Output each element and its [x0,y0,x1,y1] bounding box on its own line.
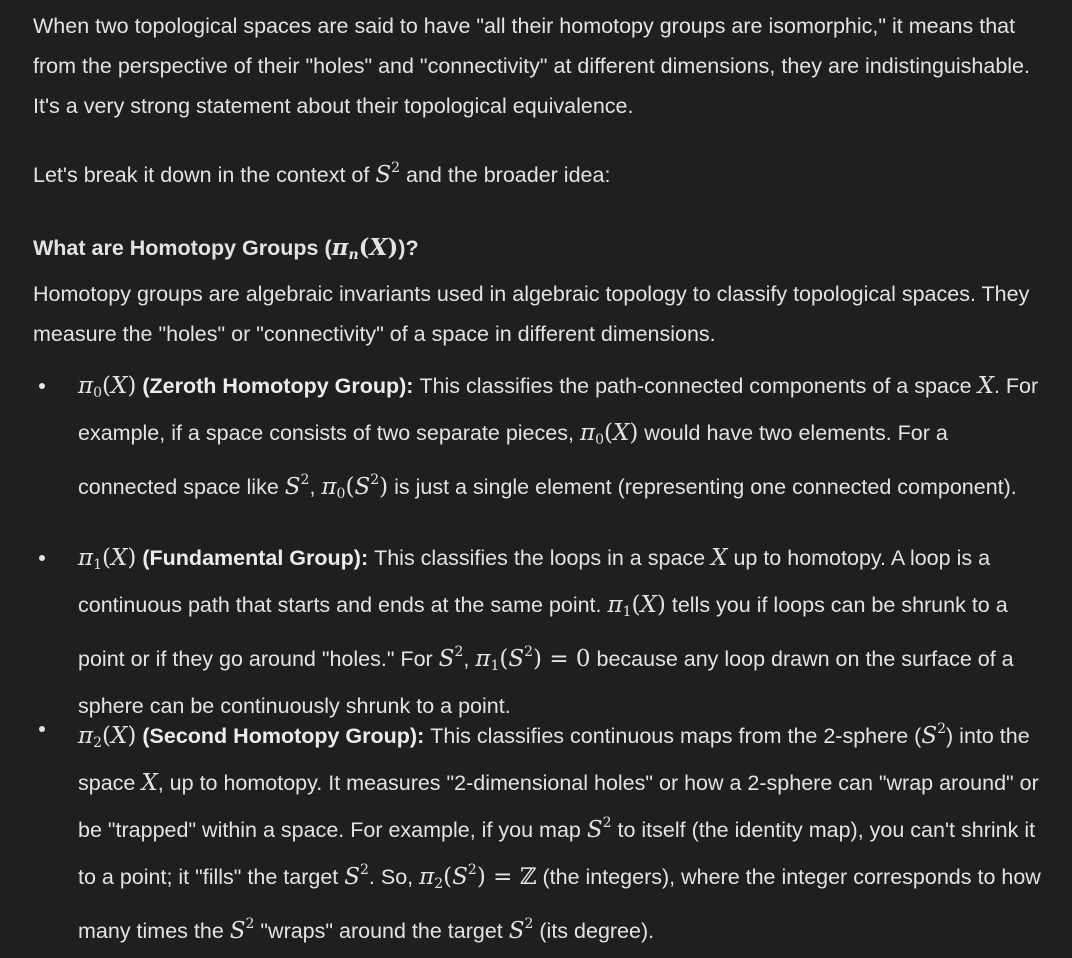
intro-paragraph: When two topological spaces are said to have "all their homotopy groups are isomorphic," it means that from the perspective of their "holes" and "connectivity" at different dimensions, they are indistinguishable. It's a very strong statement about their topological equivalence. [33,14,1030,118]
bullet-fundamental-group: π1(X) (Fundamental Group): This classifies the loops in a space X up to homotopy. A loop is a continuous path that starts and ends at the same point. π1(X) tells you if loops can be shrunk to a point or if they go around "holes." For $S^2$, $\pi 1(S^2) = 0$ because any loop drawn on the surface of a sphere can be continuously shrunk to a point. [78,545,1014,718]
section-paragraph: Homotopy groups are algebraic invariants used in algebraic topology to classify topological spaces. They measure the "holes" or "connectivity" of a space in different dimensions. [33,282,1030,346]
bullet-second-homotopy: π2(X) (Second Homotopy Group): This classifies continuous maps from the 2-sphere $(S^2)$ into the space X, up to homotopy. It measures "2-dimensional holes" or how a 2-sphere can "wrap around" or be "trapped" within a space. For example, if you map $S^2$ to itself (the identity map), you can't shrink it to a point; it "fills" the target $S^2$. So, $\pi 2(S^2)$ = ℤ (the integers), where the integer corresponds to how many times the $S^2$ "wraps" around the target $S^2$ (its degree). [78,721,1041,944]
intro-context-line: Let's break it down in the context of $S^2$ and the broader idea: [33,160,611,188]
bullet-dot [39,383,45,389]
section-heading: What are Homotopy Groups (πn(X))? [33,234,419,263]
bullet-dot [39,555,45,561]
bullet-zeroth-homotopy: π0(X) (Zeroth Homotopy Group): This classifies the path-connected components of a space X. For example, if a space consists of two separate pieces, π0(X) would have two elements. For a connected space like $S^2$, $\pi 0(S^2)$ is just a single element (representing one connected component). [78,373,1039,502]
bullet-dot [39,726,45,732]
